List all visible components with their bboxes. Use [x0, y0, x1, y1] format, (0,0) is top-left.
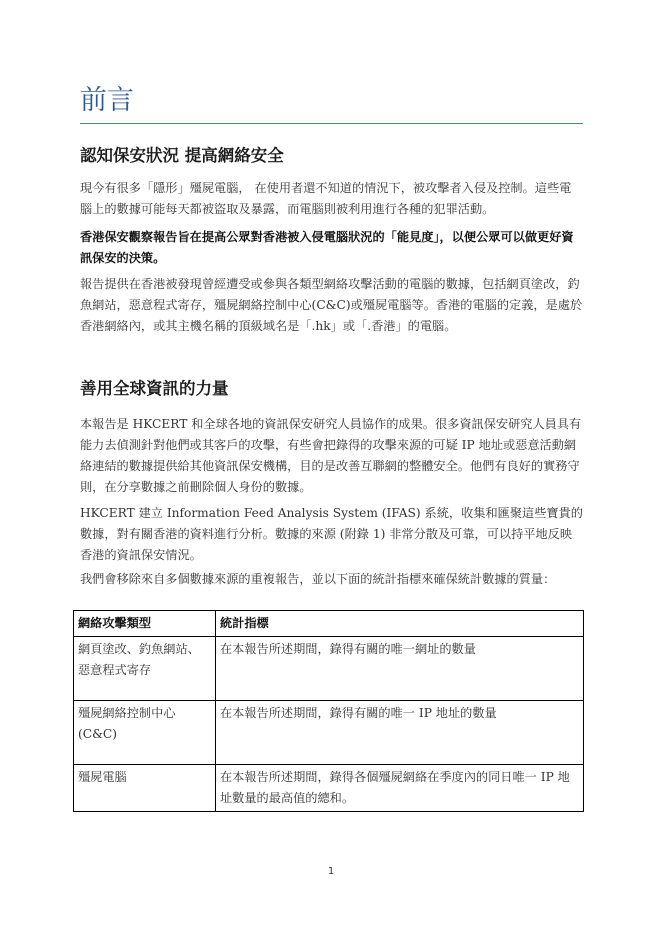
paragraph: 本報告是 HKCERT 和全球各地的資訊保安研究人員協作的成果。很多資訊保安研究人員具有能力去偵測針對他們或其客戶的攻擊，有些會把錄得的攻擊來源的可疑 IP 地址或惡意活動網絡連結的數據提供給其他資訊保安機構，目的是改善互聯網的整體安全。他們有良好的實務守則，在分享數據之前刪除個人身份的數據。 — [80, 417, 582, 494]
table-header-cell: 網絡攻擊類型 — [74, 611, 216, 637]
table-cell: 殭屍電腦 — [74, 765, 216, 812]
table-row — [74, 701, 584, 765]
table-header-row — [74, 611, 584, 637]
table-cell: 殭屍網絡控制中心(C&C) — [74, 701, 216, 765]
paragraph: 我們會移除來自多個數據來源的重複報告，並以下面的統計指標來確保統計數據的質量： — [80, 572, 556, 586]
table-row — [74, 637, 584, 701]
page-number: 1 — [327, 866, 335, 877]
table-header-cell: 統計指標 — [216, 611, 584, 637]
table-row — [74, 765, 584, 812]
highlight-paragraph: 香港保安觀察報告旨在提高公眾對香港被入侵電腦狀況的「能見度」，以便公眾可以做更好資訊保安的決策。 — [80, 230, 574, 265]
table-cell: 網頁塗改、釣魚網站、惡意程式寄存 — [74, 637, 216, 701]
table-cell: 在本報告所述期間，錄得有關的唯一網址的數量 — [216, 637, 584, 701]
paragraph: 報告提供在香港被發現曾經遭受或參與各類型網絡攻擊活動的電腦的數據，包括網頁塗改，釣魚網站，惡意程式寄存，殭屍網絡控制中心(C&C)或殭屍電腦等。香港的電腦的定義，是處於香港網絡內，或其主機名稱的頂級域名是「.hk」或「.香港」的電腦。 — [80, 277, 583, 333]
metrics-table — [73, 610, 584, 812]
section-heading-awareness: 認知保安狀況 提高網絡安全 — [80, 146, 284, 165]
title-divider — [80, 123, 583, 124]
section-heading-global-info: 善用全球資訊的力量 — [80, 379, 229, 398]
paragraph: 現今有很多「隱形」殭屍電腦， 在使用者還不知道的情況下，被攻擊者入侵及控制。這些電腦上的數據可能每天都被盜取及暴露，而電腦則被利用進行各種的犯罪活動。 — [80, 181, 572, 216]
table-cell: 在本報告所述期間，錄得有關的唯一 IP 地址的數量 — [216, 701, 584, 765]
page-title: 前言 — [80, 85, 134, 116]
table-cell: 在本報告所述期間，錄得各個殭屍網絡在季度內的同日唯一 IP 地址數量的最高值的總和。 — [216, 765, 584, 812]
paragraph: HKCERT 建立 Information Feed Analysis System (IFAS) 系統，收集和匯聚這些寶貴的數據，對有關香港的資料進行分析。數據的來源 (附錄 1) 非常分散及可靠，可以持平地反映香港的資訊保安情況。 — [80, 506, 583, 562]
